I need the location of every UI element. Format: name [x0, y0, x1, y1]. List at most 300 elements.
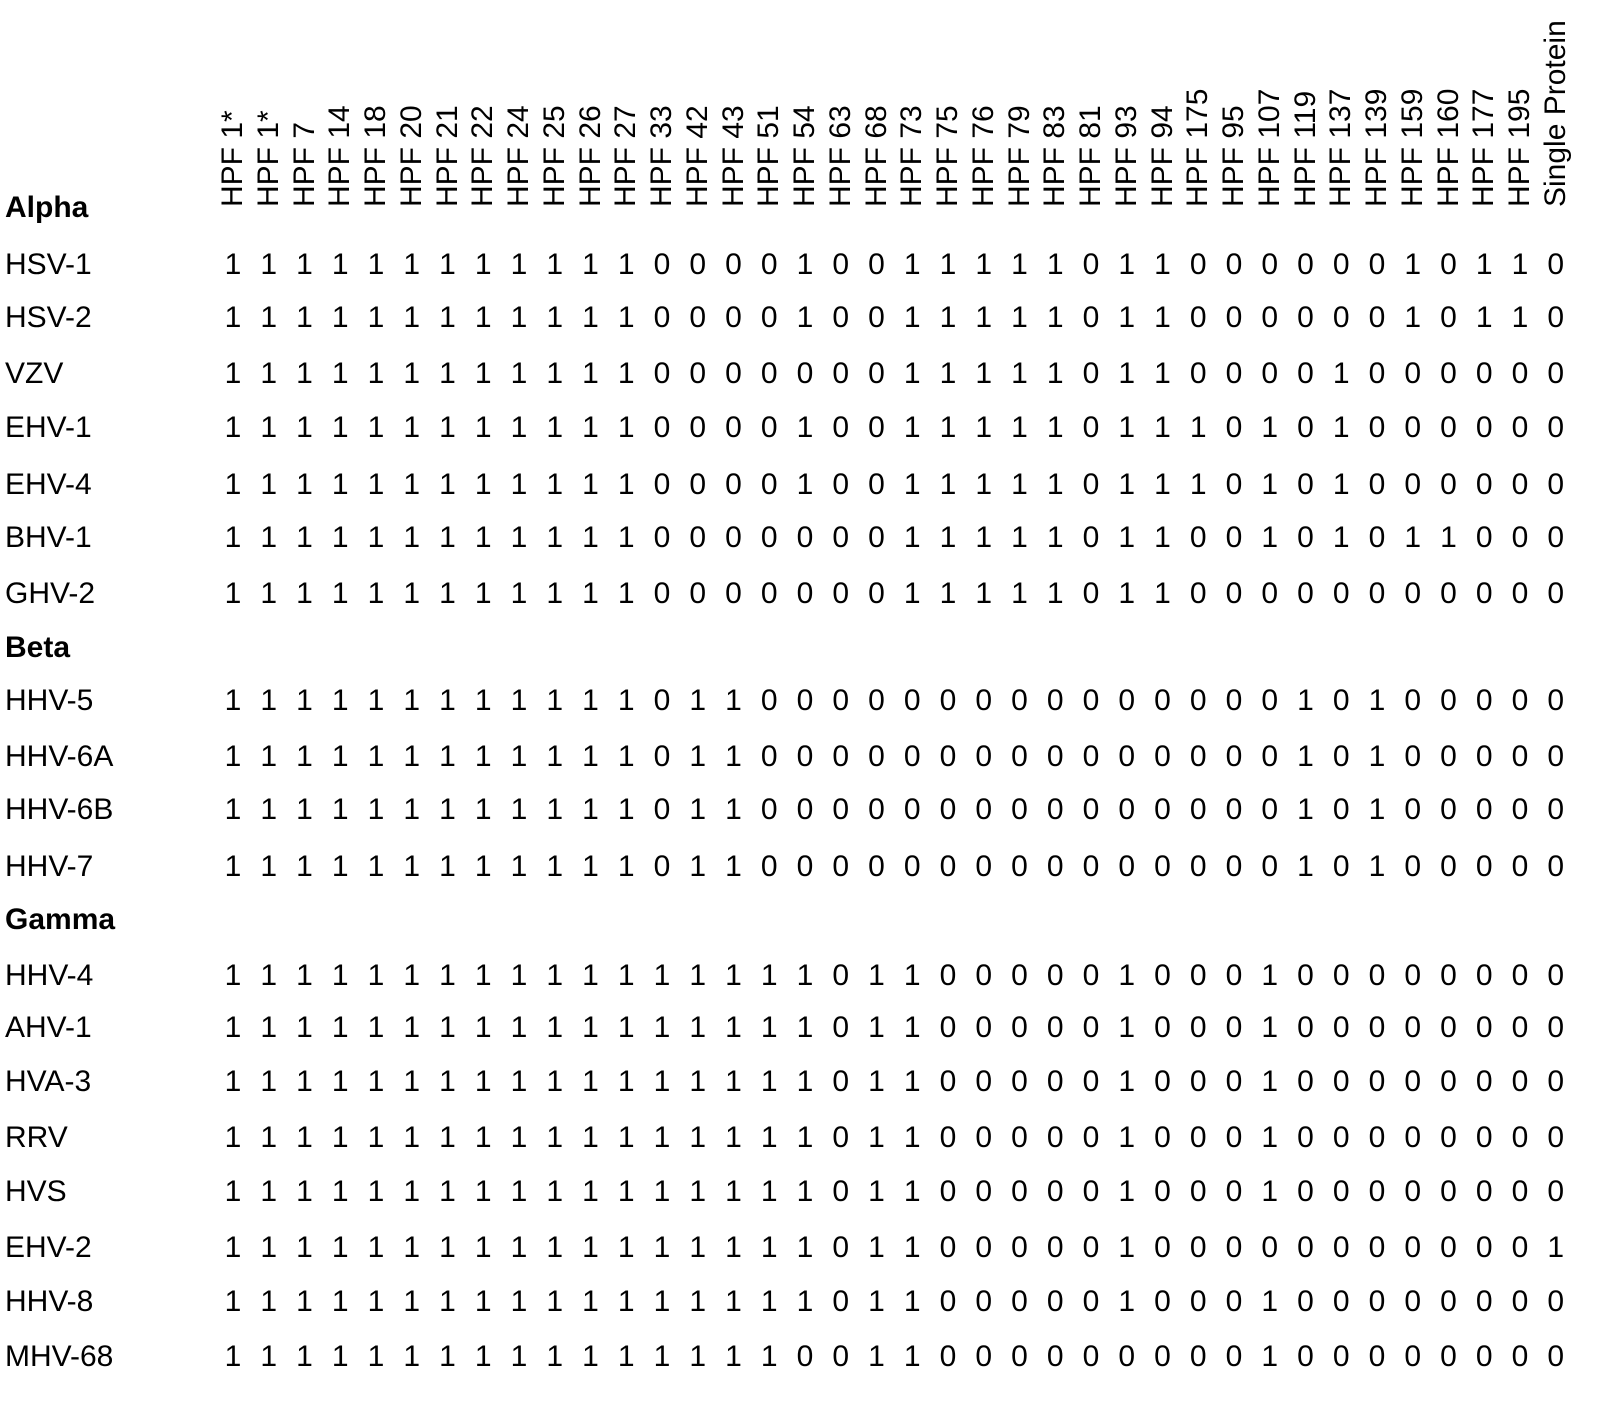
matrix-cell: 1	[510, 248, 528, 281]
column-header-label: HPF 1*	[216, 110, 249, 207]
matrix-cell: 1	[760, 1340, 778, 1373]
matrix-cell: 0	[1225, 1340, 1243, 1373]
matrix-cell: 0	[760, 468, 778, 501]
matrix-cell: 1	[260, 468, 278, 501]
matrix-cell: 0	[653, 411, 671, 444]
matrix-cell: 0	[975, 1285, 993, 1318]
matrix-cell: 1	[367, 301, 385, 334]
matrix-cell: 1	[439, 301, 456, 334]
matrix-cell: 0	[1440, 740, 1457, 773]
matrix-cell: 1	[546, 1231, 564, 1264]
matrix-cell: 1	[439, 1065, 456, 1098]
matrix-cell: 1	[975, 301, 993, 334]
matrix-cell: 0	[1475, 959, 1493, 992]
matrix-cell: 1	[439, 850, 456, 883]
matrix-cell: 1	[296, 1340, 313, 1373]
matrix-cell: 1	[296, 1231, 313, 1264]
matrix-cell: 1	[617, 411, 635, 444]
matrix-cell: 1	[1332, 357, 1350, 390]
matrix-cell: 1	[439, 577, 456, 610]
matrix-cell: 1	[1154, 248, 1171, 281]
matrix-cell: 0	[903, 684, 921, 717]
matrix-cell: 1	[689, 1285, 707, 1318]
matrix-cell: 1	[939, 357, 957, 390]
matrix-cell: 0	[1154, 740, 1171, 773]
matrix-cell: 1	[582, 684, 599, 717]
matrix-cell: 1	[296, 301, 313, 334]
matrix-cell: 0	[832, 577, 850, 610]
matrix-cell: 1	[582, 357, 599, 390]
matrix-cell: 0	[1297, 1340, 1314, 1373]
column-header-label: HPF 25	[537, 105, 571, 207]
matrix-cell: 1	[689, 959, 707, 992]
matrix-cell: 0	[1332, 1231, 1350, 1264]
matrix-cell: 1	[1475, 301, 1493, 334]
matrix-cell: 1	[296, 1285, 313, 1318]
matrix-cell: 0	[832, 740, 850, 773]
matrix-cell: 1	[582, 959, 599, 992]
matrix-cell: 0	[689, 468, 707, 501]
matrix-cell: 0	[832, 1285, 850, 1318]
matrix-cell: 1	[1261, 1285, 1279, 1318]
matrix-cell: 0	[1332, 1175, 1350, 1208]
matrix-cell: 0	[1440, 850, 1457, 883]
matrix-cell: 1	[796, 301, 814, 334]
matrix-cell: 0	[832, 1011, 850, 1044]
matrix-cell: 1	[224, 684, 242, 717]
matrix-cell: 0	[1368, 1121, 1386, 1154]
matrix-cell: 1	[975, 248, 993, 281]
matrix-cell: 1	[367, 850, 385, 883]
matrix-cell: 0	[1511, 357, 1529, 390]
matrix-cell: 1	[725, 1231, 742, 1264]
matrix-cell: 1	[760, 1231, 778, 1264]
matrix-cell: 1	[903, 468, 921, 501]
matrix-cell: 1	[331, 1065, 349, 1098]
matrix-cell: 0	[1082, 1121, 1100, 1154]
matrix-cell: 1	[510, 740, 528, 773]
matrix-cell: 1	[1011, 301, 1028, 334]
matrix-cell: 1	[939, 577, 957, 610]
matrix-cell: 0	[725, 521, 742, 554]
matrix-cell: 0	[1440, 1011, 1457, 1044]
matrix-cell: 0	[832, 684, 850, 717]
matrix-cell: 1	[474, 1011, 492, 1044]
matrix-cell: 1	[403, 357, 421, 390]
matrix-cell: 0	[1404, 1231, 1422, 1264]
matrix-cell: 1	[224, 1285, 242, 1318]
matrix-cell: 1	[439, 411, 456, 444]
matrix-cell: 0	[1225, 959, 1243, 992]
matrix-cell: 0	[1511, 850, 1529, 883]
column-header-label: HPF 75	[931, 105, 964, 207]
row-label: HHV-6A	[5, 740, 114, 773]
matrix-cell: 1	[403, 1065, 421, 1098]
matrix-cell: 0	[1475, 684, 1493, 717]
row-label: RRV	[5, 1121, 68, 1154]
matrix-cell: 0	[1225, 1175, 1243, 1208]
matrix-cell: 1	[224, 1011, 242, 1044]
matrix-cell: 0	[689, 577, 707, 610]
matrix-cell: 0	[689, 357, 707, 390]
matrix-cell: 1	[1440, 521, 1457, 554]
matrix-cell: 0	[1011, 1175, 1028, 1208]
matrix-cell: 0	[1440, 793, 1457, 826]
row-label: HHV-7	[5, 850, 94, 883]
matrix-cell: 1	[474, 959, 492, 992]
matrix-cell: 0	[832, 1231, 850, 1264]
matrix-cell: 1	[617, 1011, 635, 1044]
matrix-cell: 1	[546, 850, 564, 883]
matrix-cell: 0	[939, 1285, 957, 1318]
matrix-cell: 0	[1547, 1175, 1565, 1208]
matrix-cell: 1	[439, 1121, 456, 1154]
matrix-cell: 0	[1011, 684, 1028, 717]
matrix-cell: 0	[1511, 468, 1529, 501]
matrix-cell: 1	[331, 1231, 349, 1264]
matrix-cell: 1	[1297, 684, 1314, 717]
matrix-cell: 0	[1154, 850, 1171, 883]
matrix-cell: 0	[832, 1340, 850, 1373]
matrix-cell: 0	[1368, 248, 1386, 281]
matrix-cell: 0	[1547, 411, 1565, 444]
matrix-cell: 1	[1297, 793, 1314, 826]
matrix-cell: 0	[760, 577, 778, 610]
matrix-cell: 0	[725, 248, 742, 281]
matrix-cell: 1	[224, 959, 242, 992]
matrix-cell: 1	[260, 740, 278, 773]
row-label: VZV	[5, 357, 64, 390]
matrix-cell: 1	[546, 1065, 564, 1098]
matrix-cell: 1	[260, 850, 278, 883]
matrix-cell: 1	[1475, 248, 1493, 281]
matrix-cell: 1	[868, 1340, 885, 1373]
matrix-cell: 1	[1046, 521, 1064, 554]
matrix-cell: 0	[1332, 248, 1350, 281]
matrix-cell: 1	[510, 1175, 528, 1208]
matrix-cell: 1	[760, 1011, 778, 1044]
matrix-cell: 1	[510, 1011, 528, 1044]
matrix-cell: 0	[1225, 740, 1243, 773]
matrix-cell: 0	[1332, 1121, 1350, 1154]
matrix-cell: 0	[1261, 684, 1279, 717]
matrix-cell: 0	[1154, 1065, 1171, 1098]
matrix-cell: 0	[1297, 959, 1314, 992]
matrix-cell: 0	[832, 793, 850, 826]
matrix-cell: 0	[760, 793, 778, 826]
matrix-cell: 1	[403, 740, 421, 773]
matrix-cell: 0	[1440, 357, 1457, 390]
matrix-cell: 0	[725, 468, 742, 501]
matrix-cell: 1	[403, 411, 421, 444]
column-header-label: HPF 43	[716, 105, 750, 207]
matrix-cell: 1	[617, 740, 635, 773]
matrix-cell: 1	[224, 301, 242, 334]
row-label: HSV-1	[5, 248, 92, 281]
matrix-cell: 1	[1547, 1231, 1565, 1264]
matrix-cell: 0	[1404, 577, 1422, 610]
matrix-cell: 0	[1368, 411, 1386, 444]
row-label: HHV-5	[5, 684, 94, 717]
matrix-cell: 0	[1440, 1231, 1457, 1264]
matrix-cell: 0	[1297, 468, 1314, 501]
matrix-cell: 0	[1547, 1285, 1565, 1318]
matrix-cell: 0	[939, 1231, 957, 1264]
matrix-cell: 1	[1261, 1065, 1279, 1098]
matrix-cell: 1	[617, 684, 635, 717]
matrix-cell: 0	[653, 248, 671, 281]
matrix-cell: 1	[296, 740, 313, 773]
matrix-cell: 0	[1475, 740, 1493, 773]
matrix-cell: 0	[653, 850, 671, 883]
matrix-cell: 1	[1118, 468, 1136, 501]
matrix-cell: 0	[1046, 1231, 1064, 1264]
matrix-cell: 0	[1404, 959, 1422, 992]
matrix-cell: 1	[331, 684, 349, 717]
matrix-cell: 1	[975, 411, 993, 444]
matrix-cell: 1	[760, 1121, 778, 1154]
matrix-cell: 1	[224, 357, 242, 390]
matrix-cell: 0	[725, 411, 742, 444]
column-header-label: HPF 26	[573, 105, 607, 207]
matrix-cell: 0	[1189, 1285, 1207, 1318]
matrix-cell: 0	[1046, 850, 1064, 883]
matrix-cell: 1	[1154, 521, 1171, 554]
matrix-cell: 1	[1368, 684, 1386, 717]
matrix-cell: 0	[1189, 793, 1207, 826]
column-header-label: HPF 175	[1181, 88, 1215, 207]
matrix-cell: 1	[689, 1175, 707, 1208]
matrix-cell: 1	[725, 959, 742, 992]
matrix-cell: 0	[1154, 1121, 1171, 1154]
matrix-cell: 0	[1404, 850, 1422, 883]
matrix-cell: 0	[725, 357, 742, 390]
matrix-cell: 1	[367, 793, 385, 826]
matrix-cell: 0	[1511, 1175, 1529, 1208]
matrix-cell: 0	[832, 357, 850, 390]
matrix-cell: 1	[474, 248, 492, 281]
column-header-label: HPF 27	[609, 105, 643, 207]
matrix-cell: 0	[1511, 1231, 1529, 1264]
matrix-cell: 1	[689, 684, 707, 717]
matrix-cell: 1	[474, 411, 492, 444]
matrix-cell: 1	[367, 411, 385, 444]
matrix-cell: 1	[367, 1285, 385, 1318]
matrix-cell: 1	[260, 1121, 278, 1154]
matrix-cell: 0	[1404, 411, 1422, 444]
matrix-cell: 1	[510, 1285, 528, 1318]
matrix-cell: 0	[975, 1340, 993, 1373]
matrix-cell: 0	[1011, 1285, 1028, 1318]
column-header-label: HPF 159	[1395, 88, 1429, 207]
matrix-cell: 1	[439, 521, 456, 554]
matrix-cell: 0	[1440, 684, 1457, 717]
matrix-cell: 0	[1547, 850, 1565, 883]
matrix-cell: 1	[403, 521, 421, 554]
matrix-cell: 0	[1046, 740, 1064, 773]
matrix-cell: 1	[260, 521, 278, 554]
matrix-cell: 0	[1475, 357, 1493, 390]
matrix-cell: 0	[1011, 740, 1028, 773]
matrix-cell: 0	[653, 793, 671, 826]
matrix-cell: 1	[367, 959, 385, 992]
column-header-label: HPF 63	[823, 105, 857, 207]
matrix-cell: 1	[474, 1065, 492, 1098]
matrix-cell: 1	[1261, 521, 1279, 554]
matrix-cell: 0	[975, 959, 993, 992]
matrix-cell: 1	[582, 1231, 599, 1264]
matrix-cell: 0	[1332, 301, 1350, 334]
row-label: EHV-1	[5, 411, 92, 444]
column-header-label: HPF 18	[359, 105, 392, 207]
matrix-cell: 0	[1404, 1065, 1422, 1098]
matrix-cell: 0	[1547, 468, 1565, 501]
matrix-cell: 1	[296, 357, 313, 390]
matrix-cell: 1	[403, 577, 421, 610]
matrix-cell: 1	[260, 1340, 278, 1373]
matrix-cell: 1	[331, 411, 349, 444]
matrix-cell: 1	[653, 1011, 671, 1044]
matrix-cell: 1	[439, 1340, 456, 1373]
matrix-cell: 0	[796, 577, 814, 610]
matrix-cell: 0	[1475, 1340, 1493, 1373]
column-header-label: HPF 83	[1038, 105, 1072, 207]
matrix-cell: 1	[796, 1065, 814, 1098]
column-header-label: HPF 42	[680, 105, 714, 207]
matrix-cell: 0	[725, 301, 742, 334]
matrix-cell: 1	[1154, 411, 1171, 444]
matrix-cell: 0	[1547, 248, 1565, 281]
matrix-cell: 0	[939, 850, 957, 883]
matrix-cell: 1	[260, 357, 278, 390]
matrix-cell: 0	[1547, 1121, 1565, 1154]
matrix-cell: 1	[1011, 521, 1028, 554]
matrix-cell: 0	[1011, 1340, 1028, 1373]
matrix-cell: 0	[689, 301, 707, 334]
matrix-cell: 0	[1118, 793, 1136, 826]
matrix-cell: 0	[868, 468, 885, 501]
matrix-cell: 0	[1547, 1065, 1565, 1098]
matrix-cell: 0	[1297, 1011, 1314, 1044]
column-header-label: HPF 95	[1217, 105, 1250, 207]
matrix-cell: 0	[1368, 468, 1386, 501]
matrix-cell: 1	[903, 1121, 921, 1154]
matrix-cell: 0	[653, 468, 671, 501]
matrix-cell: 1	[296, 684, 313, 717]
matrix-cell: 1	[582, 1340, 599, 1373]
matrix-cell: 1	[939, 248, 957, 281]
matrix-cell: 1	[1404, 248, 1422, 281]
matrix-cell: 1	[474, 357, 492, 390]
matrix-cell: 1	[224, 1340, 242, 1373]
matrix-cell: 1	[1011, 411, 1028, 444]
matrix-cell: 1	[296, 248, 313, 281]
matrix-cell: 0	[1332, 684, 1350, 717]
matrix-cell: 1	[546, 740, 564, 773]
matrix-cell: 0	[975, 1065, 993, 1098]
matrix-cell: 1	[903, 1340, 921, 1373]
matrix-cell: 1	[331, 1340, 349, 1373]
matrix-cell: 1	[1297, 740, 1314, 773]
matrix-cell: 1	[367, 1231, 385, 1264]
matrix-cell: 1	[260, 577, 278, 610]
matrix-cell: 0	[1261, 793, 1279, 826]
matrix-cell: 0	[939, 959, 957, 992]
matrix-cell: 0	[1082, 468, 1100, 501]
matrix-cell: 0	[832, 1121, 850, 1154]
matrix-cell: 0	[1189, 740, 1207, 773]
matrix-cell: 1	[725, 1011, 742, 1044]
matrix-cell: 1	[1118, 521, 1136, 554]
matrix-cell: 1	[224, 521, 242, 554]
matrix-cell: 0	[868, 793, 885, 826]
matrix-cell: 1	[331, 850, 349, 883]
matrix-cell: 1	[1118, 248, 1136, 281]
matrix-cell: 1	[474, 1121, 492, 1154]
matrix-cell: 0	[1511, 793, 1529, 826]
column-header-label: HPF 24	[502, 105, 535, 207]
matrix-cell: 1	[689, 740, 707, 773]
matrix-cell: 0	[1475, 411, 1493, 444]
row-label: MHV-68	[5, 1340, 114, 1373]
matrix-cell: 0	[1475, 468, 1493, 501]
row-label: BHV-1	[5, 521, 92, 554]
matrix-cell: 0	[1189, 248, 1207, 281]
matrix-cell: 0	[1261, 357, 1279, 390]
matrix-cell: 0	[1332, 1285, 1350, 1318]
matrix-cell: 1	[903, 1231, 921, 1264]
matrix-cell: 0	[1189, 959, 1207, 992]
matrix-cell: 0	[1368, 521, 1386, 554]
matrix-cell: 0	[796, 793, 814, 826]
matrix-cell: 1	[546, 1011, 564, 1044]
matrix-cell: 1	[260, 248, 278, 281]
matrix-cell: 0	[1154, 959, 1171, 992]
matrix-cell: 1	[296, 411, 313, 444]
matrix-cell: 0	[1547, 357, 1565, 390]
matrix-cell: 1	[546, 1175, 564, 1208]
row-label: HVA-3	[5, 1065, 92, 1098]
matrix-cell: 0	[1368, 301, 1386, 334]
matrix-cell: 1	[760, 1065, 778, 1098]
matrix-cell: 0	[1011, 850, 1028, 883]
matrix-cell: 0	[653, 684, 671, 717]
matrix-cell: 0	[1511, 740, 1529, 773]
matrix-cell: 1	[1154, 577, 1171, 610]
matrix-cell: 0	[1368, 1065, 1386, 1098]
matrix-cell: 0	[1511, 1340, 1529, 1373]
matrix-cell: 1	[474, 1231, 492, 1264]
matrix-cell: 0	[903, 850, 921, 883]
matrix-cell: 0	[1475, 1231, 1493, 1264]
matrix-cell: 1	[260, 793, 278, 826]
matrix-cell: 0	[1225, 411, 1243, 444]
matrix-cell: 0	[939, 793, 957, 826]
matrix-cell: 1	[975, 521, 993, 554]
matrix-cell: 0	[760, 301, 778, 334]
matrix-cell: 0	[868, 521, 885, 554]
matrix-cell: 0	[1440, 1340, 1457, 1373]
matrix-cell: 1	[331, 740, 349, 773]
matrix-cell: 1	[331, 1121, 349, 1154]
matrix-cell: 1	[868, 1175, 885, 1208]
matrix-cell: 1	[689, 1231, 707, 1264]
matrix-cell: 0	[1547, 577, 1565, 610]
matrix-cell: 1	[224, 1231, 242, 1264]
matrix-cell: 0	[1332, 1340, 1350, 1373]
matrix-cell: 1	[439, 959, 456, 992]
matrix-cell: 1	[260, 1065, 278, 1098]
